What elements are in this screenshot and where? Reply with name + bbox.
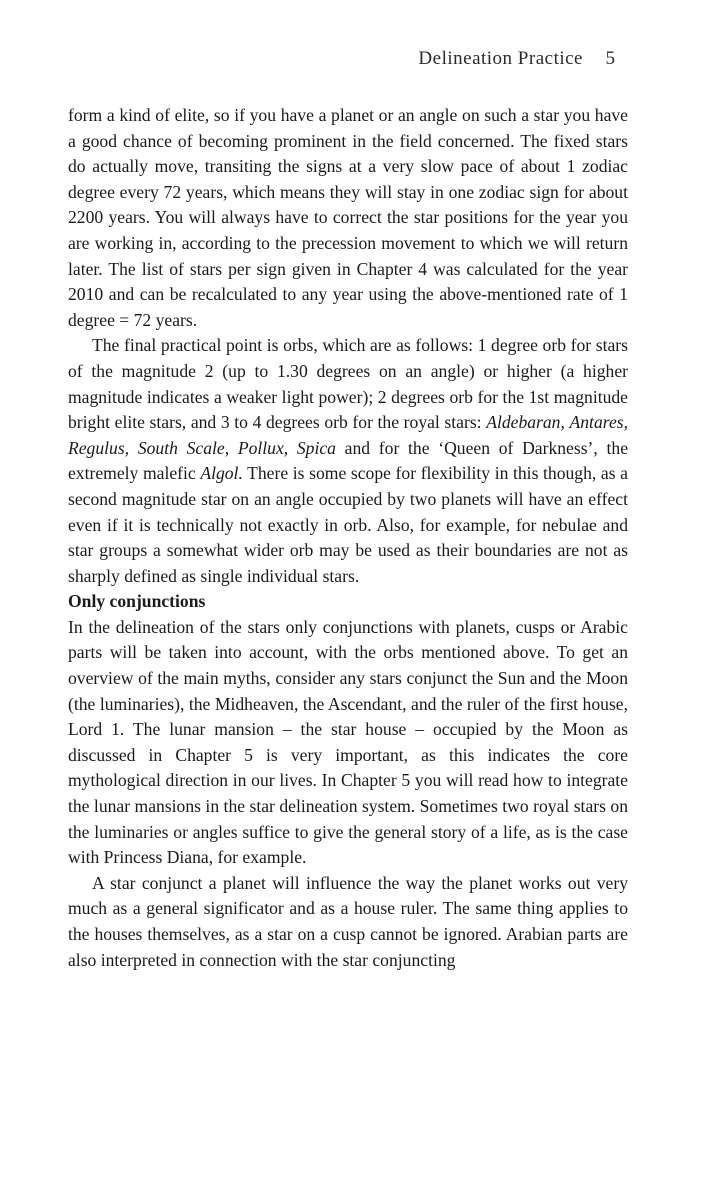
- paragraph-star-planet: A star conjunct a planet will influence the way the planet works out very much as a general significator and as a house ruler. The same thing applies to the houses themselves, as a star on a cusp cannot be ignored. Arabian parts are also interpreted in connection with the star conjuncting: [68, 872, 628, 970]
- star-name-pollux: Pollux,: [237, 437, 289, 458]
- running-title: Delineation Practice: [418, 48, 583, 69]
- orbs-text-end: There is some scope for flexibility in this though, as a second magnitude star on an angle occupied by two planets will have an effect even if it is technically not exactly in orb. Also, for example, for nebulae and star groups a somewhat wider orb may be used as their boundaries are not as sharply defined as single individual stars.: [68, 463, 628, 586]
- paragraph-orbs: [68, 333, 628, 589]
- page-number: 5: [605, 48, 615, 69]
- star-name-aldebaran: Aldebaran,: [486, 412, 565, 433]
- running-header: [0, 48, 725, 78]
- orbs-text-middle: and for the ‘Queen of Darkness’, the extremely malefic: [68, 437, 628, 484]
- star-name-spica: Spica: [296, 437, 336, 458]
- star-name-algol: Algol.: [200, 463, 243, 484]
- paragraph-continuation: form a kind of elite, so if you have a planet or an angle on such a star you have a good chance of becoming prominent in the field concerned. The fixed stars do actually move, transiting the signs at a very slow pace of about 1 zodiac degree every 72 years, which means they will stay in one zodiac sign for about 2200 years. You will always have to correct the star positions for the year you are working in, according to the precession movement to which we will return later. The list of stars per sign given in Chapter 4 was calculated for the year 2010 and can be recalculated to any year using the above-mentioned rate of 1 degree = 72 years.: [68, 105, 628, 330]
- star-name-regulus: Regulus,: [68, 437, 130, 458]
- orbs-text-start: The final practical point is orbs, which are as follows: 1 degree orb for stars of the magnitude 2 (up to 1.30 degrees on an angle) or higher (a higher magnitude indicates a weaker light power); 2 degrees orb for the 1st magnitude bright elite stars, and 3 to 4 degrees orb for the royal stars:: [68, 335, 628, 433]
- body-text: [68, 103, 628, 973]
- paragraph-conjunctions: In the delineation of the stars only conjunctions with planets, cusps or Arabic parts will be taken into account, with the orbs mentioned above. To get an overview of the main myths, consider any stars conjunct the Sun and the Moon (the luminaries), the Midheaven, the Ascendant, and the ruler of the first house, Lord 1. The lunar mansion – the star house – occupied by the Moon as discussed in Chapter 5 is very important, as this indicates the core mythological direction in our lives. In Chapter 5 you will read how to integrate the lunar mansions in the star delineation system. Sometimes two royal stars on the luminaries or angles suffice to give the general story of a life, as is the case with Princess Diana, for example.: [68, 616, 628, 868]
- star-name-south-scale: South Scale,: [137, 437, 230, 458]
- star-name-antares: Antares,: [569, 412, 628, 433]
- section-heading: Only conjunctions: [68, 591, 206, 612]
